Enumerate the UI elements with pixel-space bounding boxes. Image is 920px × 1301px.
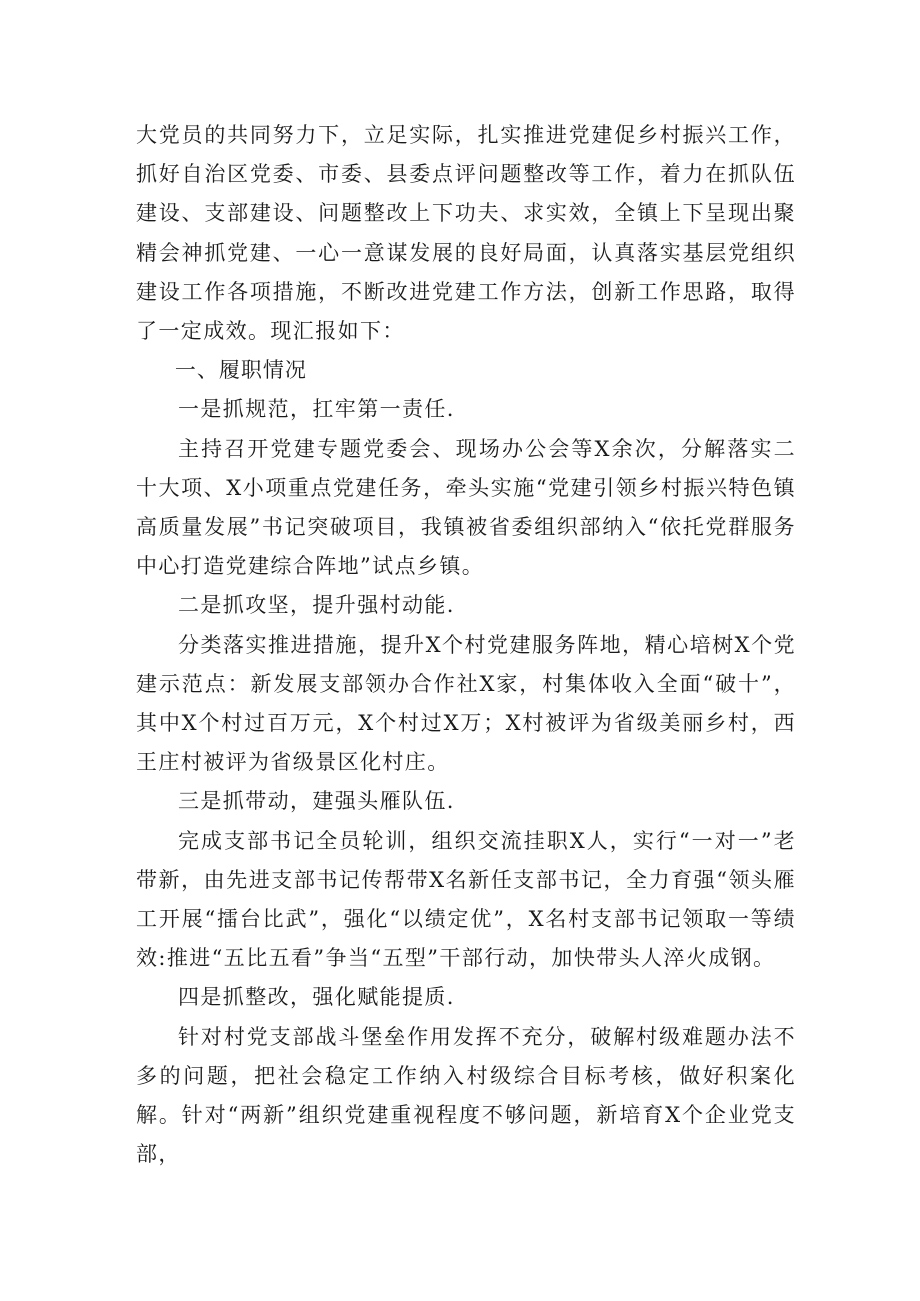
- item-2-title: 二是抓攻坚，提升强村动能.: [178, 593, 455, 618]
- section-heading-performance: 一、履职情况: [174, 358, 307, 383]
- item-2-body: 分类落实推进措施，提升X个村党建服务阵地，精心培树X个党建示范点：新发展支部领办合作社X家，村集体收入全面“破十”，其中X个村过百万元，X个村过X万；X村被评为省级美丽乡村，西王庄村被评为省级景区化村庄。: [136, 632, 796, 775]
- item-3-title: 三是抓带动，建强头雁队伍.: [178, 789, 455, 814]
- item-1-body: 主持召开党建专题党委会、现场办公会等X余次，分解落实二十大项、X小项重点党建任务，牵头实施“党建引领乡村振兴特色镇高质量发展”书记突破项目，我镇被省委组织部纳入“依托党群服务中心打造党建综合阵地”试点乡镇。: [136, 436, 796, 579]
- item-1-title: 一是抓规范，扛牢第一责任.: [178, 397, 455, 422]
- item-4-body: 针对村党支部战斗堡垒作用发挥不充分，破解村级难题办法不多的问题，把社会稳定工作纳入村级综合目标考核，做好积案化解。针对“两新”组织党建重视程度不够问题，新培育X个企业党支部，: [136, 1024, 796, 1167]
- item-4-title: 四是抓整改，强化赋能提质.: [178, 985, 455, 1010]
- intro-paragraph: 大党员的共同努力下，立足实际，扎实推进党建促乡村振兴工作，抓好自治区党委、市委、县委点评问题整改等工作，着力在抓队伍建设、支部建设、问题整改上下功夫、求实效，全镇上下呈现出聚精会神抓党建、一心一意谋发展的良好局面，认真落实基层党组织建设工作各项措施，不断改进党建工作方法，创新工作思路，取得了一定成效。现汇报如下：: [136, 123, 796, 344]
- item-3-body: 完成支部书记全员轮训，组织交流挂职X人，实行“一对一”老带新，由先进支部书记传帮带X名新任支部书记，全力育强“领头雁工开展“擂台比武”，强化“以绩定优”，X名村支部书记领取一等绩效:推进“五比五看”争当“五型”干部行动，加快带头人淬火成钢。: [136, 828, 796, 971]
- document-body: [136, 116, 796, 1174]
